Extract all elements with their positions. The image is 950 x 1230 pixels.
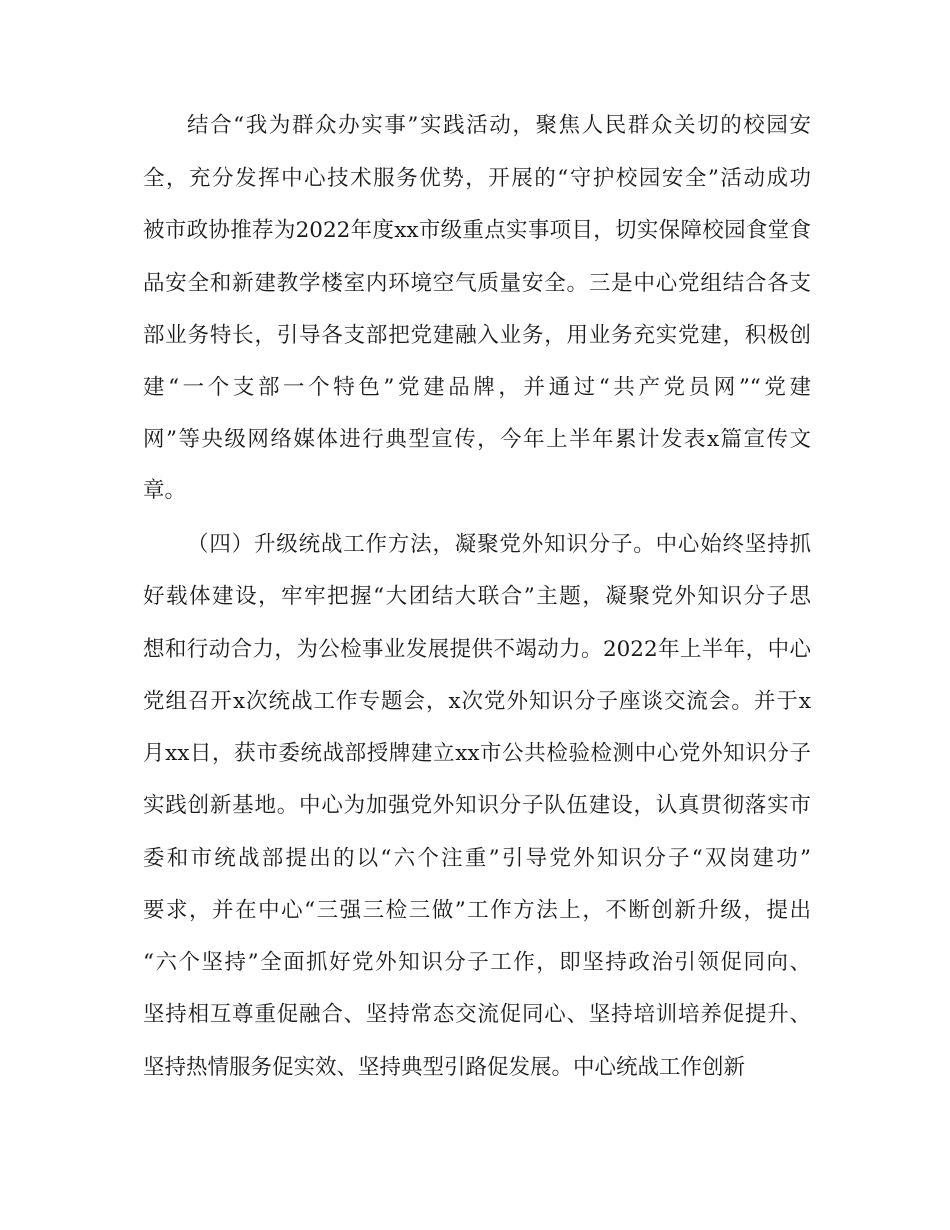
paragraph-2-line-3: 想和行动合力，为公检事业发展提供不竭动力。2022年上半年，中心: [143, 637, 811, 662]
paragraph-1-line-1: 结合“我为群众办实事”实践活动，聚焦人民群众关切的校园安: [187, 113, 811, 138]
paragraph-1-line-6: 建“一个支部一个特色”党建品牌，并通过“共产党员网”“党建: [143, 375, 811, 400]
paragraph-1-line-4: 品安全和新建教学楼室内环境空气质量安全。三是中心党组结合各支: [143, 271, 811, 296]
paragraph-2-line-7: 委和市统战部提出的以“六个注重”引导党外知识分子“双岗建功”: [143, 846, 811, 871]
paragraph-1-line-7: 网”等央级网络媒体进行典型宣传，今年上半年累计发表x篇宣传文: [143, 427, 811, 452]
paragraph-2-line-6: 实践创新基地。中心为加强党外知识分子队伍建设，认真贯彻落实市: [143, 793, 811, 818]
paragraph-1-line-5: 部业务特长，引导各支部把党建融入业务，用业务充实党建，积极创: [143, 323, 811, 348]
paragraph-1-line-3: 被市政协推荐为2022年度xx市级重点实事项目，切实保障校园食堂食: [143, 218, 811, 243]
paragraph-2-line-8: 要求，并在中心“三强三检三做”工作方法上，不断创新升级，提出: [143, 898, 811, 923]
paragraph-2-line-11: 坚持热情服务促实效、坚持典型引路促发展。中心统战工作创新: [143, 1055, 746, 1080]
paragraph-2-line-4: 党组召开x次统战工作专题会，x次党外知识分子座谈交流会。并于x: [143, 689, 811, 714]
paragraph-2-line-2: 好载体建设，牢牢把握“大团结大联合”主题，凝聚党外知识分子思: [143, 584, 811, 609]
paragraph-2-line-1: （四）升级统战工作方法，凝聚党外知识分子。中心始终坚持抓: [187, 532, 811, 557]
paragraph-1-line-8: 章。: [143, 478, 187, 503]
paragraph-2-line-5: 月xx日，获市委统战部授牌建立xx市公共检验检测中心党外知识分子: [143, 741, 811, 766]
paragraph-2-line-10: 坚持相互尊重促融合、坚持常态交流促同心、坚持培训培养促提升、: [143, 1002, 811, 1027]
paragraph-2-line-9: “六个坚持”全面抓好党外知识分子工作，即坚持政治引领促同向、: [143, 950, 811, 975]
paragraph-1-line-2: 全，充分发挥中心技术服务优势，开展的“守护校园安全”活动成功: [143, 166, 811, 191]
